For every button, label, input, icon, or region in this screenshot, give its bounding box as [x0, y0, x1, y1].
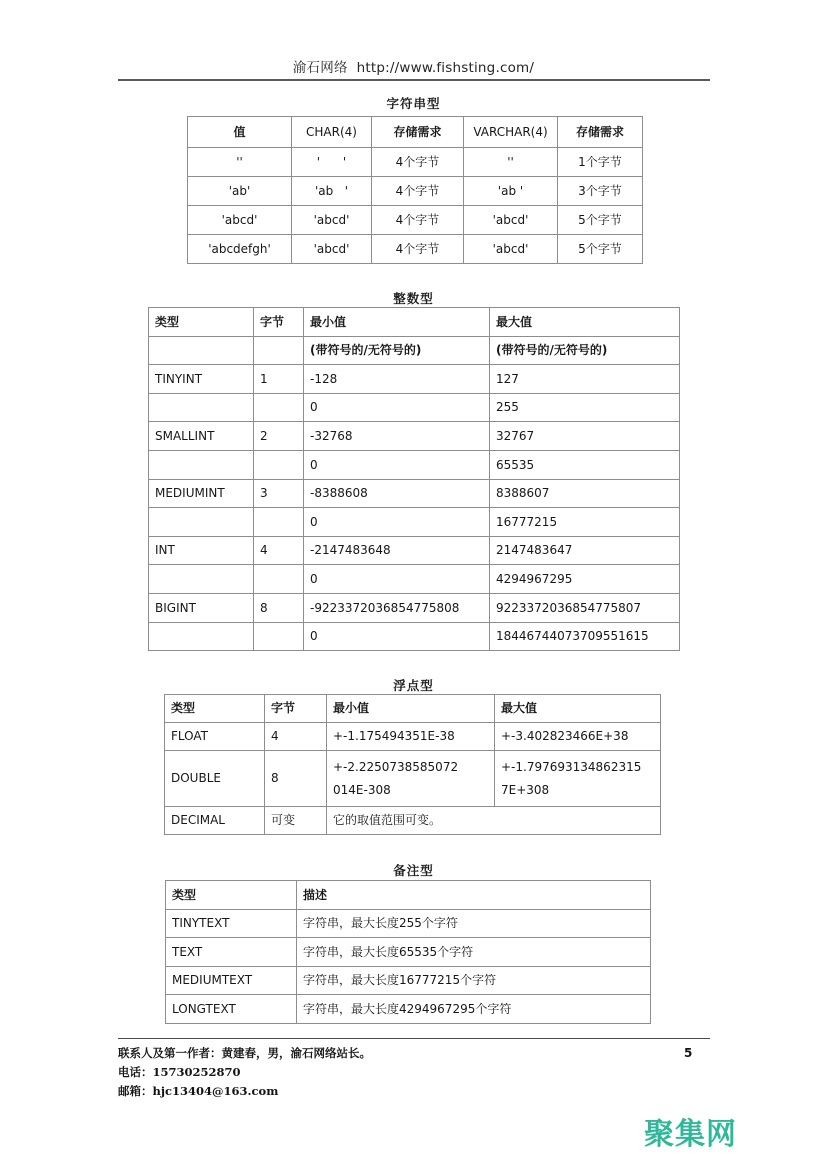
- table-header-row: [149, 308, 680, 337]
- cell-max: +-3.402823466E+38: [495, 723, 661, 751]
- cell-varchar4: 'abcd': [464, 206, 558, 235]
- subheader-min-signedness: (带符号的/无符号的): [304, 336, 490, 365]
- section-title-remark: 备注型: [393, 863, 434, 878]
- cell-type: TINYINT: [149, 365, 254, 394]
- table-row: [149, 422, 680, 451]
- cell-desc: 字符串，最大长度255个字符: [297, 909, 651, 938]
- col-header-type: 类型: [165, 695, 265, 723]
- table-row: [149, 565, 680, 594]
- table-row: [149, 393, 680, 422]
- cell-max: 16777215: [490, 508, 680, 537]
- table-row: [149, 622, 680, 651]
- cell-decimal-description: 它的取值范围可变。: [327, 807, 661, 835]
- cell-max: 8388607: [490, 479, 680, 508]
- col-header-varchar-storage: 存储需求: [558, 117, 643, 148]
- table-row: [166, 909, 651, 938]
- footer-contact-value: 黄建春，男，渝石网络站长。: [221, 1046, 371, 1060]
- col-header-type: 类型: [166, 881, 297, 910]
- col-header-max: 最大值: [490, 308, 680, 337]
- cell-varchar-storage: 3个字节: [558, 177, 643, 206]
- cell-bytes: 8: [254, 593, 304, 622]
- table-row: [149, 479, 680, 508]
- footer-email-line: [118, 1082, 678, 1101]
- cell-max: 65535: [490, 450, 680, 479]
- table-row: [165, 723, 661, 751]
- footer-phone-label: 电话：: [118, 1064, 153, 1079]
- cell-varchar-storage: 5个字节: [558, 206, 643, 235]
- page-number: 5: [684, 1046, 693, 1060]
- cell-type: [149, 508, 254, 537]
- subheader-max-signedness: (带符号的/无符号的): [490, 336, 680, 365]
- cell-max: 4294967295: [490, 565, 680, 594]
- cell-min: 0: [304, 450, 490, 479]
- table-row: [149, 536, 680, 565]
- cell-type: TEXT: [166, 938, 297, 967]
- cell-desc: 字符串，最大长度16777215个字符: [297, 966, 651, 995]
- cell-min: -128: [304, 365, 490, 394]
- cell-type: [149, 393, 254, 422]
- footer-divider: [118, 1038, 710, 1039]
- cell-max: 127: [490, 365, 680, 394]
- cell-bytes: 可变: [265, 807, 327, 835]
- cell-type: SMALLINT: [149, 422, 254, 451]
- table-row: [188, 206, 643, 235]
- col-header-bytes: 字节: [254, 308, 304, 337]
- table-row: [166, 995, 651, 1024]
- header-divider: [118, 79, 710, 81]
- col-header-desc: 描述: [297, 881, 651, 910]
- cell-max: 32767: [490, 422, 680, 451]
- subheader-bytes-blank: [254, 336, 304, 365]
- double-max-line1: +-1.797693134862315: [501, 759, 642, 774]
- cell-char4: 'abcd': [292, 206, 372, 235]
- cell-varchar-storage: 1个字节: [558, 148, 643, 177]
- cell-type: BIGINT: [149, 593, 254, 622]
- cell-bytes: 8: [265, 751, 327, 807]
- cell-bytes: [254, 622, 304, 651]
- cell-char-storage: 4个字节: [372, 177, 464, 206]
- cell-desc: 字符串，最大长度65535个字符: [297, 938, 651, 967]
- col-header-char-storage: 存储需求: [372, 117, 464, 148]
- subheader-type-blank: [149, 336, 254, 365]
- col-header-min: 最小值: [327, 695, 495, 723]
- table-row: [166, 938, 651, 967]
- table-row: [149, 508, 680, 537]
- table-row: [188, 148, 643, 177]
- col-header-min: 最小值: [304, 308, 490, 337]
- cell-min: -9223372036854775808: [304, 593, 490, 622]
- footer-contact-label: 联系人及第一作者：: [118, 1046, 222, 1060]
- cell-min: 0: [304, 565, 490, 594]
- cell-type: DECIMAL: [165, 807, 265, 835]
- cell-char4: 'abcd': [292, 235, 372, 264]
- table-header-row: [188, 117, 643, 148]
- cell-bytes: 4: [265, 723, 327, 751]
- footer-phone-value: 15730252870: [152, 1064, 241, 1079]
- cell-max: 2147483647: [490, 536, 680, 565]
- cell-char4: ' ': [292, 148, 372, 177]
- col-header-varchar4: VARCHAR(4): [464, 117, 558, 148]
- cell-type: FLOAT: [165, 723, 265, 751]
- cell-varchar4: 'abcd': [464, 235, 558, 264]
- table-row: [149, 593, 680, 622]
- cell-min: 0: [304, 508, 490, 537]
- cell-value: 'ab': [188, 177, 292, 206]
- col-header-char4: CHAR(4): [292, 117, 372, 148]
- cell-bytes: 1: [254, 365, 304, 394]
- table-subheader-row: [149, 336, 680, 365]
- section-title-float: 浮点型: [393, 678, 434, 693]
- cell-bytes: [254, 565, 304, 594]
- footer-email-label: 邮箱：: [118, 1083, 153, 1098]
- table-row: [149, 450, 680, 479]
- table-row: [165, 807, 661, 835]
- table-row: [166, 966, 651, 995]
- cell-min: 0: [304, 622, 490, 651]
- col-header-bytes: 字节: [265, 695, 327, 723]
- cell-bytes: 4: [254, 536, 304, 565]
- cell-char-storage: 4个字节: [372, 206, 464, 235]
- footer-phone-line: [118, 1063, 678, 1082]
- cell-type: [149, 450, 254, 479]
- string-type-table: [187, 116, 643, 264]
- col-header-type: 类型: [149, 308, 254, 337]
- cell-bytes: 3: [254, 479, 304, 508]
- cell-type: MEDIUMTEXT: [166, 966, 297, 995]
- cell-min: [327, 751, 495, 807]
- remark-type-table: [165, 880, 651, 1024]
- watermark-logo: 聚集网: [644, 1117, 737, 1152]
- cell-bytes: [254, 450, 304, 479]
- cell-min: 0: [304, 393, 490, 422]
- cell-char-storage: 4个字节: [372, 148, 464, 177]
- header-site-url: 渝石网络 http://www.fishsting.com/: [292, 60, 535, 76]
- float-type-table: [164, 694, 661, 835]
- double-min-line2: 014E-308: [333, 782, 391, 797]
- cell-type: [149, 565, 254, 594]
- footer-contact-line: [118, 1044, 678, 1063]
- table-row: [165, 751, 661, 807]
- cell-varchar4: '': [464, 148, 558, 177]
- cell-min: -8388608: [304, 479, 490, 508]
- section-title-string: 字符串型: [386, 96, 441, 111]
- cell-type: DOUBLE: [165, 751, 265, 807]
- cell-char-storage: 4个字节: [372, 235, 464, 264]
- table-header-row: [166, 881, 651, 910]
- cell-type: MEDIUMINT: [149, 479, 254, 508]
- cell-value: 'abcdefgh': [188, 235, 292, 264]
- cell-value: '': [188, 148, 292, 177]
- section-title-integer: 整数型: [393, 291, 434, 306]
- footer-contact-block: [118, 1044, 678, 1101]
- cell-bytes: [254, 393, 304, 422]
- cell-type: TINYTEXT: [166, 909, 297, 938]
- cell-desc: 字符串，最大长度4294967295个字符: [297, 995, 651, 1024]
- cell-min: -32768: [304, 422, 490, 451]
- cell-max: 18446744073709551615: [490, 622, 680, 651]
- cell-value: 'abcd': [188, 206, 292, 235]
- col-header-max: 最大值: [495, 695, 661, 723]
- table-row: [188, 177, 643, 206]
- cell-varchar-storage: 5个字节: [558, 235, 643, 264]
- cell-bytes: [254, 508, 304, 537]
- table-header-row: [165, 695, 661, 723]
- cell-min: -2147483648: [304, 536, 490, 565]
- page-header: [0, 56, 827, 76]
- cell-varchar4: 'ab ': [464, 177, 558, 206]
- cell-type: LONGTEXT: [166, 995, 297, 1024]
- cell-max: 255: [490, 393, 680, 422]
- cell-type: [149, 622, 254, 651]
- cell-min: +-1.175494351E-38: [327, 723, 495, 751]
- cell-type: INT: [149, 536, 254, 565]
- col-header-value: 值: [188, 117, 292, 148]
- cell-bytes: 2: [254, 422, 304, 451]
- footer-email-value: hjc13404@163.com: [152, 1083, 279, 1098]
- cell-max: [495, 751, 661, 807]
- table-row: [188, 235, 643, 264]
- integer-type-table: [148, 307, 680, 651]
- double-min-line1: +-2.2250738585072: [333, 759, 459, 774]
- double-max-line2: 7E+308: [501, 782, 550, 797]
- cell-max: 9223372036854775807: [490, 593, 680, 622]
- table-row: [149, 365, 680, 394]
- cell-char4: 'ab ': [292, 177, 372, 206]
